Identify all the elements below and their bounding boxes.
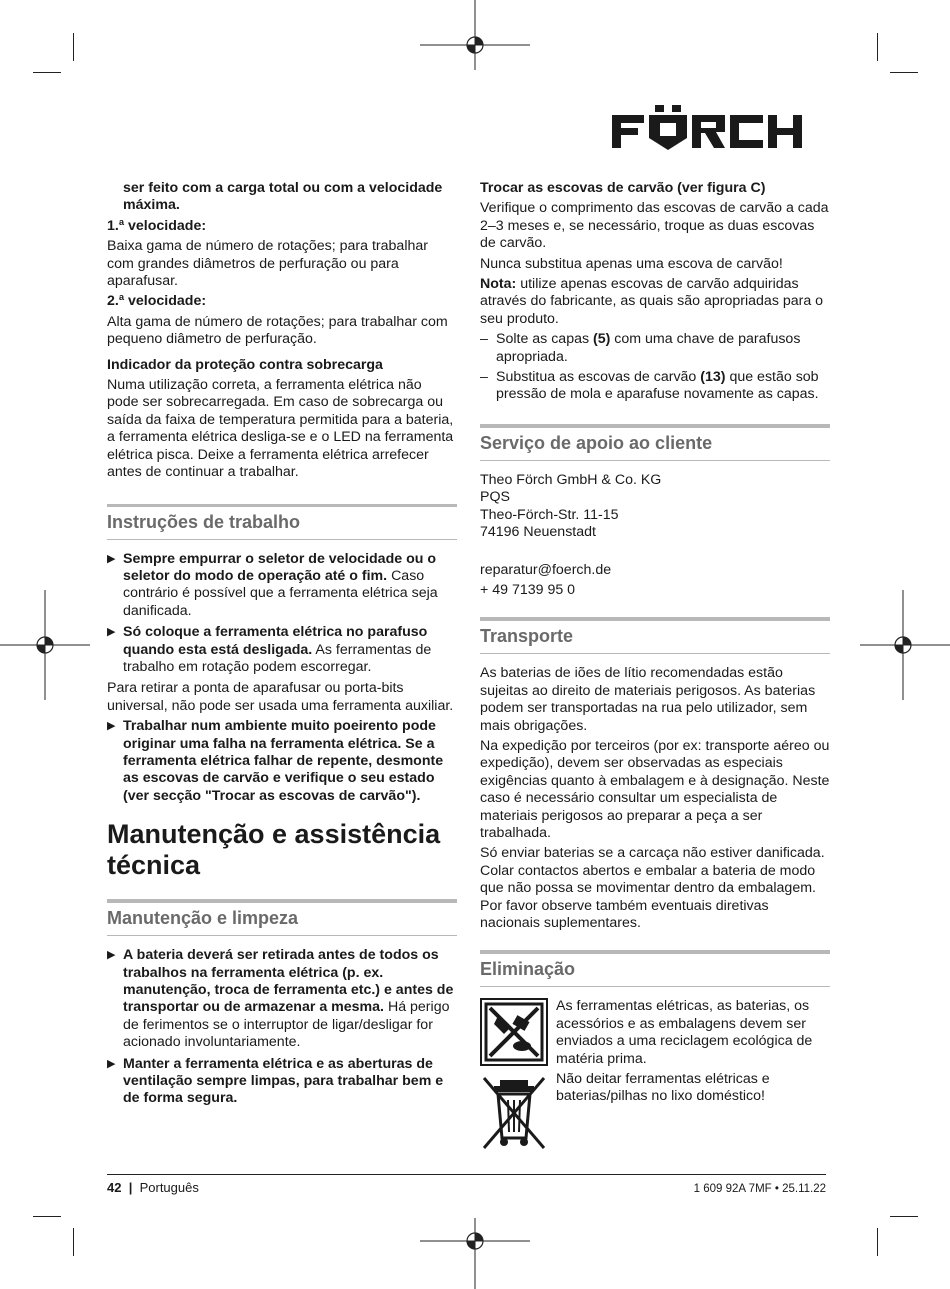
crop-mark (73, 1228, 74, 1256)
section-heading-transport: Transporte (480, 617, 830, 654)
no-tools-disposal-icon (480, 998, 548, 1066)
crop-mark (73, 33, 74, 61)
footer-separator: | (125, 1180, 136, 1195)
bits-text: Para retirar a ponta de aparafusar ou porta-bits universal, não pode ser usada uma ferramenta auxiliar. (107, 680, 454, 714)
speed1-label: 1.ª velocidade: (107, 217, 207, 234)
right-column (480, 180, 830, 1109)
triangle-bullet-icon: ▶ (107, 1057, 116, 1070)
address-line: Theo Förch GmbH & Co. KG (480, 471, 662, 488)
bullet-item: ▶ Só coloque a ferramenta elétrica no parafuso quando esta está desligada. As ferramentas de trabalho em rotação podem escorregar. (107, 624, 432, 675)
transport-text: Na expedição por terceiros (por ex: transporte aéreo ou expedição), devem ser observadas as especiais exigências quanto à embalagem e à designação. Neste caso é necessário consultar um especialista de materiais perigosos ao preparar a peça a ser trabalhada. (480, 737, 830, 841)
crop-mark (33, 1216, 61, 1217)
transport-text: Só enviar baterias se a carcaça não estiver danificada. Colar contactos abertos e embalar a bateria de modo que não possa se movimentar dentro da embalagem. Por favor observe também eventuais diretivas nacionais suplementares. (480, 845, 825, 931)
speed2-text: Alta gama de número de rotações; para trabalhar com pequeno diâmetro de perfuração. (107, 313, 448, 348)
triangle-bullet-icon: ▶ (107, 949, 116, 962)
footer-doc-code: 1 609 92A 7MF • 25.11.22 (693, 1183, 826, 1195)
note-text: Nota: utilize apenas escovas de carvão adquiridas através do fabricante, as quais são apropriadas para o seu produto. (480, 276, 824, 327)
disposal-block (480, 998, 830, 1105)
disposal-text: As ferramentas elétricas, as baterias, os acessórios e as embalagens devem ser enviados a uma reciclagem ecológica de matéria prima. (556, 998, 813, 1067)
crop-mark (890, 72, 918, 73)
brushes-heading: Trocar as escovas de carvão (ver figura C) (480, 180, 766, 196)
transport-text: As baterias de iões de lítio recomendadas estão sujeitas ao direito de materiais perigosos. As baterias podem ser transportadas na rua pelo utilizador, sem mais obrigações. (480, 665, 816, 734)
maintenance-title: Manutenção e assistência técnica (107, 819, 441, 881)
triangle-bullet-icon: ▶ (107, 626, 116, 639)
section-heading-cleaning: Manutenção e limpeza (107, 899, 457, 936)
overload-heading: Indicador da proteção contra sobrecarga (107, 356, 383, 373)
triangle-bullet-icon: ▶ (107, 552, 116, 565)
speed2-label: 2.ª velocidade: (107, 293, 207, 310)
address-line: PQS (480, 489, 510, 506)
crossed-bin-icon (480, 1072, 548, 1152)
address-block (480, 472, 830, 542)
crop-mark (877, 33, 878, 61)
section-heading-work: Instruções de trabalho (107, 504, 457, 540)
crop-mark (33, 72, 61, 73)
brushes-text: Verifique o comprimento das escovas de carvão a cada 2–3 meses e, se necessário, troque as duas escovas de carvão. (480, 200, 829, 252)
footer-rule (107, 1174, 826, 1175)
registration-mark-right (860, 590, 950, 700)
registration-mark-bottom (420, 1218, 530, 1289)
footer-language: Português (139, 1180, 199, 1195)
crop-mark (877, 1228, 878, 1256)
triangle-bullet-icon: ▶ (107, 720, 116, 733)
left-column (107, 180, 457, 1112)
page-number: 42 (107, 1180, 122, 1195)
crop-mark (890, 1216, 918, 1217)
bullet-item: ▶ A bateria deverá ser retirada antes de todos os trabalhos na ferramenta elétrica (p. ex. manutenção, troca de ferramenta etc.) e antes de transportar ou de armazenar a mesma. Há perigo de ferimentos se o interruptor de ligar/desligar for acionado involuntariamente. (107, 947, 454, 1051)
brand-logo (612, 102, 827, 157)
registration-mark-top (420, 0, 530, 70)
dash-item: – Solte as capas (5) com uma chave de parafusos apropriada. (480, 331, 801, 365)
dash-item: – Substitua as escovas de carvão (13) que estão sob pressão de mola e aparafuse novamente as capas. (480, 369, 819, 403)
bullet-item: ▶ Trabalhar num ambiente muito poeirento pode originar uma falha na ferramenta elétrica. Se a ferramenta elétrica falhar de repente, desmonte as escovas de carvão e verifique o seu estado (ver secção "Trocar as escovas de carvão"). (107, 718, 444, 804)
disposal-text: Não deitar ferramentas elétricas e baterias/pilhas no lixo doméstico! (556, 1071, 770, 1105)
bullet-item: ▶ Sempre empurrar o seletor de velocidade ou o seletor do modo de operação até o fim. Caso contrário é possível que a ferramenta elétrica seja danificada. (107, 550, 438, 619)
phone-number: + 49 7139 95 0 (480, 581, 576, 598)
brushes-warning: Nunca substitua apenas uma escova de carvão! (480, 255, 783, 272)
speed1-text: Baixa gama de número de rotações; para trabalhar com grandes diâmetros de perfuração ou para aparafusar. (107, 238, 428, 290)
bullet-item: ▶ Manter a ferramenta elétrica e as aberturas de ventilação sempre limpas, para trabalhar bem e de forma segura. (107, 1055, 444, 1107)
section-heading-service: Serviço de apoio ao cliente (480, 424, 830, 461)
footer-page-info (107, 1179, 199, 1196)
address-line: 74196 Neuenstadt (480, 524, 596, 541)
section-heading-disposal: Eliminação (480, 950, 830, 987)
intro-text: ser feito com a carga total ou com a velocidade máxima. (123, 180, 443, 214)
email-link[interactable]: reparatur@foerch.de (480, 561, 612, 578)
registration-mark-left (0, 590, 90, 700)
overload-text: Numa utilização correta, a ferramenta elétrica não pode ser sobrecarregada. Em caso de sobrecarga ou saída da faixa de temperatura permitida para a bateria, a ferramenta elétrica desliga-se e o LED na ferramenta elétrica pisca. Deixe a ferramenta elétrica arrefecer antes de continuar a trabalhar. (107, 377, 454, 481)
address-line: Theo-Förch-Str. 11-15 (480, 506, 619, 523)
